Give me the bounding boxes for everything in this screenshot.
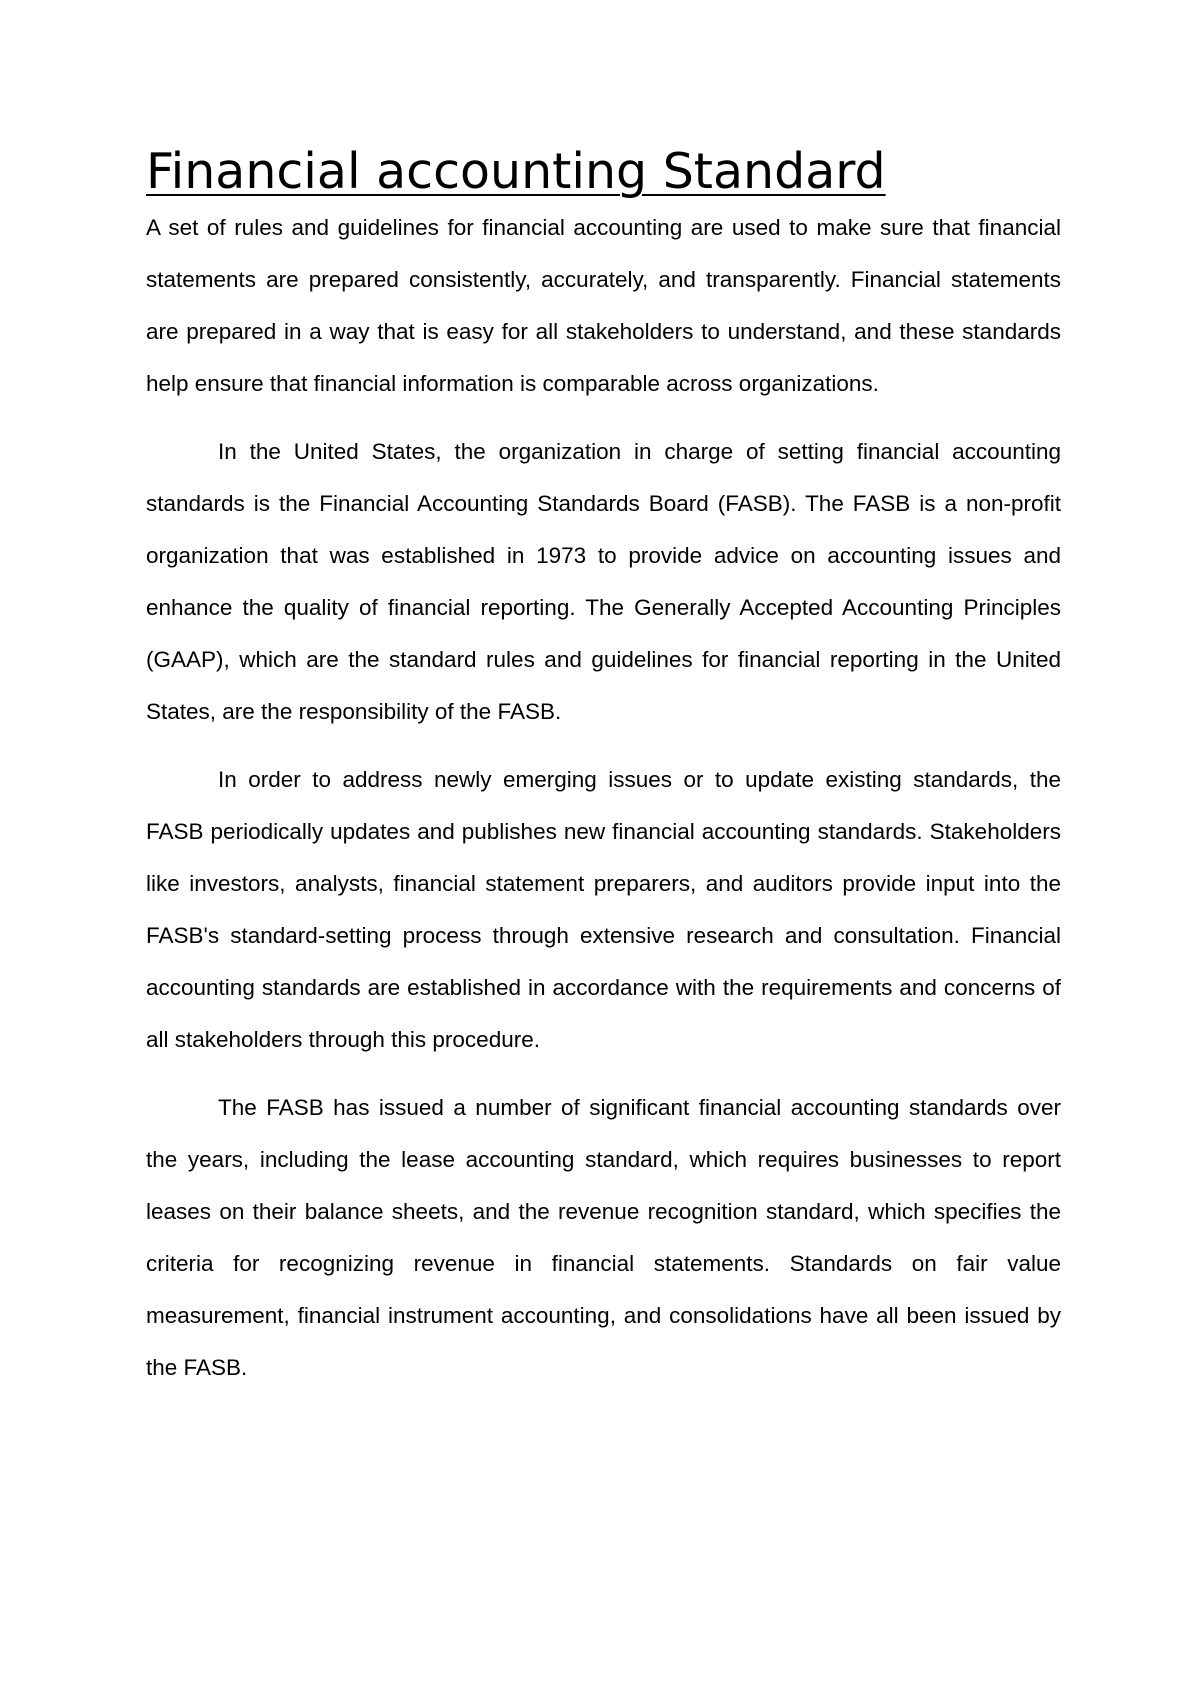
paragraph-standard-updates: In order to address newly emerging issues or to update existing standards, the FASB periodically updates and publishes new financial accounting standards. Stakeholders like investors, analysts, financial statement preparers, and auditors provide input into the FASB's standard-setting process through extensive research and consultation. Financial accounting standards are established in accordance with the requirements and concerns of all stakeholders through this procedure.: [146, 767, 1061, 1052]
document-title: Financial accounting Standard: [146, 143, 886, 200]
paragraph-fasb-overview: In the United States, the organization in charge of setting financial accounting standards is the Financial Accounting Standards Board (FASB). The FASB is a non-profit organization that was established in 1973 to provide advice on accounting issues and enhance the quality of financial reporting. The Generally Accepted Accounting Principles (GAAP), which are the standard rules and guidelines for financial reporting in the United States, are the responsibility of the FASB.: [146, 439, 1061, 724]
paragraph-significant-standards: The FASB has issued a number of significant financial accounting standards over the years, including the lease accounting standard, which requires businesses to report leases on their balance sheets, and the revenue recognition standard, which specifies the criteria for recognizing revenue in financial statements. Standards on fair value measurement, financial instrument accounting, and consolidations have all been issued by the FASB.: [146, 1095, 1061, 1380]
paragraph-intro: A set of rules and guidelines for financial accounting are used to make sure that financial statements are prepared consistently, accurately, and transparently. Financial statements are prepared in a way that is easy for all stakeholders to understand, and these standards help ensure that financial information is comparable across organizations.: [146, 215, 1061, 396]
document-body: [146, 142, 1061, 1394]
